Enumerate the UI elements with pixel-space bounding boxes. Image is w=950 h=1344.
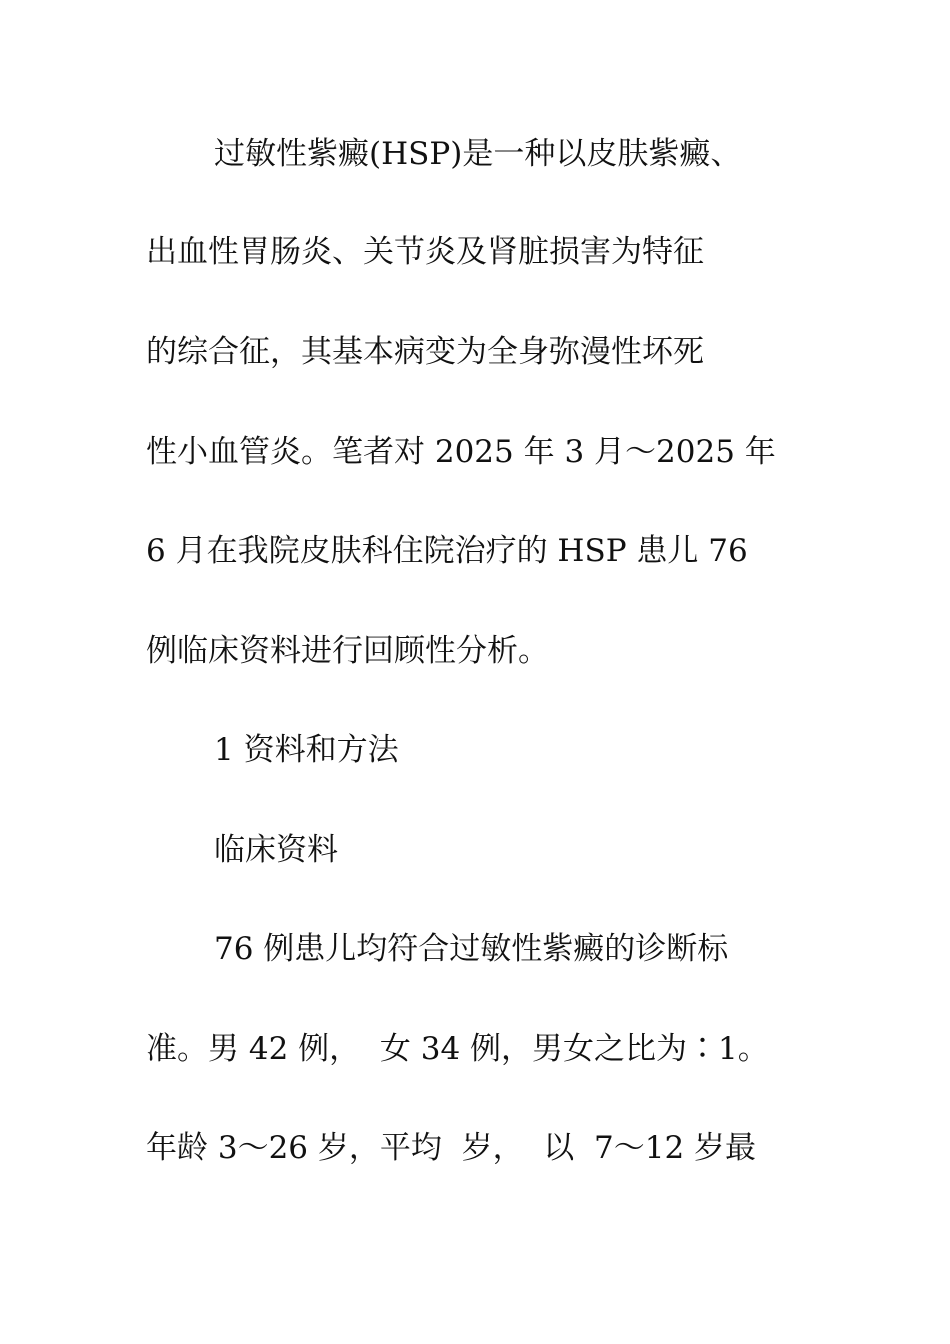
paragraph-intro-line-1: 过敏性紫癜(HSP)是一种以皮肤紫癜、 bbox=[214, 136, 742, 172]
subsection-heading: 临床资料 bbox=[214, 832, 338, 868]
paragraph-clinical-line-2: 准。男 42 例， 女 34 例，男女之比为∶1。 bbox=[146, 1031, 769, 1067]
paragraph-intro-line-6: 例临床资料进行回顾性分析。 bbox=[146, 633, 549, 669]
paragraph-clinical-line-3: 年龄 3～26 岁，平均 岁， 以 7～12 岁最 bbox=[146, 1130, 757, 1166]
paragraph-clinical-line-1: 76 例患儿均符合过敏性紫癜的诊断标 bbox=[214, 931, 729, 967]
paragraph-intro-line-2: 出血性胃肠炎、关节炎及肾脏损害为特征 bbox=[146, 234, 704, 270]
paragraph-intro-line-3: 的综合征，其基本病变为全身弥漫性坏死 bbox=[146, 334, 704, 370]
paragraph-intro-line-5: 6 月在我院皮肤科住院治疗的 HSP 患儿 76 bbox=[146, 533, 748, 569]
section-heading: 1 资料和方法 bbox=[214, 732, 399, 768]
paragraph-intro-line-4: 性小血管炎。笔者对 2025 年 3 月～2025 年 bbox=[146, 434, 776, 470]
